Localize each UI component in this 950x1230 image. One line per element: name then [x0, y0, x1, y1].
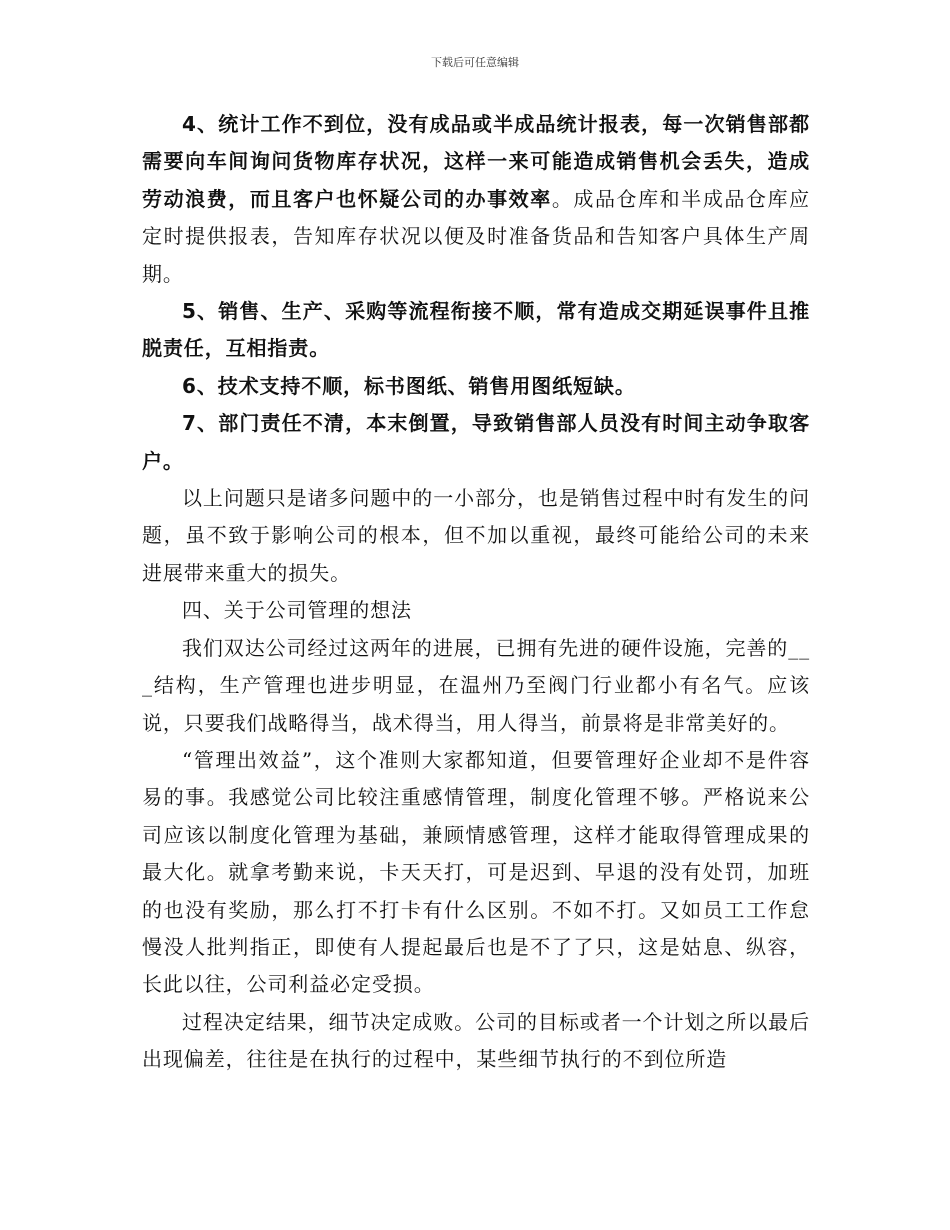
paragraph-process-text: 过程决定结果，细节决定成败。公司的目标或者一个计划之所以最后出现偏差，往往是在执行的过程中，某些细节执行的不到位所造 — [142, 1009, 810, 1072]
paragraph-company-progress — [142, 630, 810, 742]
paragraph-issue-4-text: 。成品仓库和半成品仓库应定时提供报表，告知库存状况以便及时准备货品和告知客户具体生产周期。 — [142, 186, 810, 286]
paragraph-company-progress-text: 我们双达公司经过这两年的进展，已拥有先进的硬件设施，完善的___结构，生产管理也进步明显，在温州乃至阀门行业都小有名气。应该说，只要我们战略得当，战术得当，用人得当，前景将是非常美好的。 — [142, 635, 810, 735]
paragraph-issue-4-bold: 4、统计工作不到位，没有成品或半成品统计报表，每一次销售部都需要向车间询问货物库存状况，这样一来可能造成销售机会丢失，造成劳动浪费，而且客户也怀疑公司的办事效率 — [142, 112, 810, 211]
paragraph-issue-4 — [142, 106, 810, 293]
paragraph-summary-text: 以上问题只是诸多问题中的一小部分，也是销售过程中时有发生的问题，虽不致于影响公司的根本，但不加以重视，最终可能给公司的未来进展带来重大的损失。 — [142, 486, 810, 585]
paragraph-summary — [142, 480, 810, 592]
paragraph-issue-6 — [142, 368, 810, 405]
paragraph-issue-7 — [142, 405, 810, 480]
paragraph-issue-5-bold: 5、销售、生产、采购等流程衔接不顺，常有造成交期延误事件且推脱责任，互相指责。 — [142, 299, 810, 361]
paragraph-issue-5 — [142, 293, 810, 368]
paragraph-process — [142, 1004, 810, 1079]
page-header: 下载后可任意编辑 — [431, 56, 519, 69]
paragraph-issue-7-bold: 7、部门责任不清，本末倒置，导致销售部人员没有时间主动争取客户。 — [142, 411, 810, 473]
section-heading-4-text: 四、关于公司管理的想法 — [182, 598, 412, 623]
section-heading-4 — [142, 592, 810, 629]
document-body — [142, 106, 810, 1079]
paragraph-management — [142, 742, 810, 1004]
paragraph-management-text: “管理出效益”，这个准则大家都知道，但要管理好企业却不是件容易的事。我感觉公司比较注重感情管理，制度化管理不够。严格说来公司应该以制度化管理为基础，兼顾情感管理，这样才能取得管理成果的最大化。就拿考勤来说，卡天天打，可是迟到、早退的没有处罚，加班的也没有奖励，那么打不打卡有什么区别。不如不打。又如员工工作怠慢没人批判指正，即使有人提起最后也是不了了只，这是姑息、纵容，长此以往，公司利益必定受损。 — [142, 747, 810, 997]
paragraph-issue-6-bold: 6、技术支持不顺，标书图纸、销售用图纸短缺。 — [182, 373, 636, 398]
